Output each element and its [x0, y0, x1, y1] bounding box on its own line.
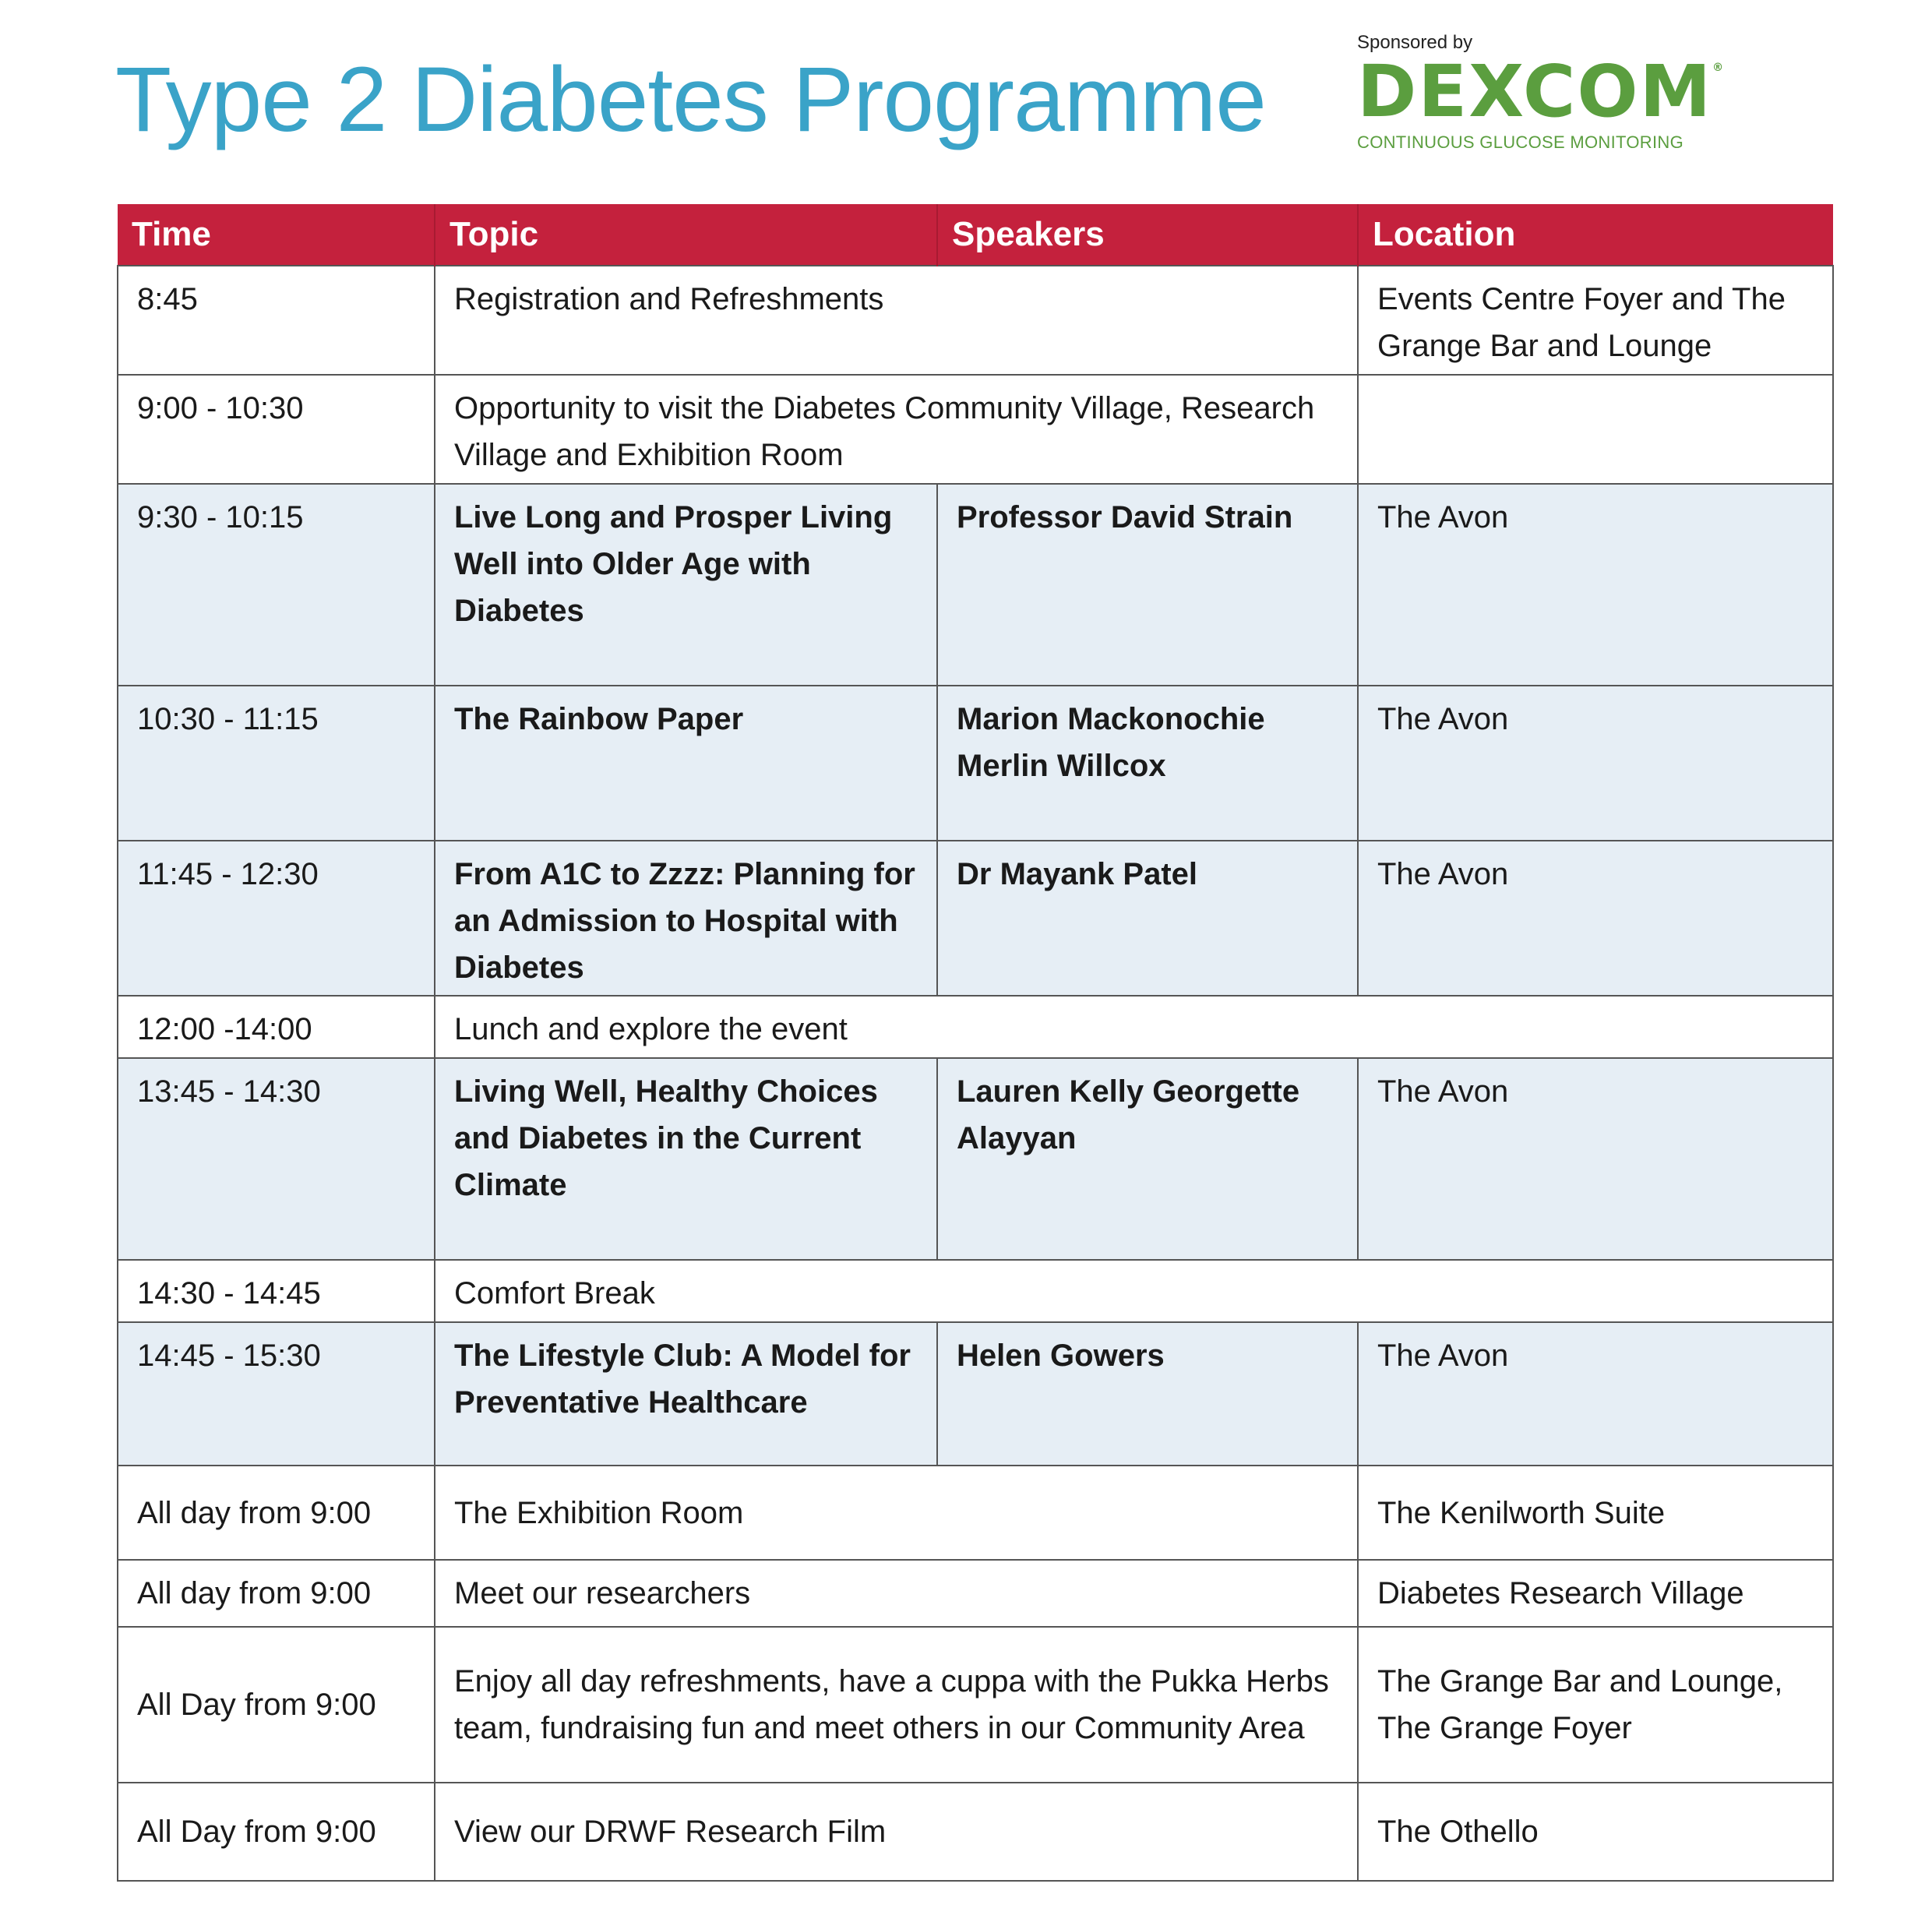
- location-cell: The Avon: [1358, 1058, 1833, 1260]
- topic-cell: Enjoy all day refreshments, have a cuppa with the Pukka Herbs team, fundraising fun and meet others in our Community Area: [435, 1627, 1358, 1783]
- speakers-cell: Marion Mackonochie Merlin Willcox: [937, 686, 1358, 841]
- time-cell: 9:00 - 10:30: [118, 375, 435, 484]
- topic-cell: Live Long and Prosper Living Well into Older Age with Diabetes: [435, 484, 937, 686]
- dexcom-logo: [1357, 50, 1726, 133]
- topic-cell: Lunch and explore the event: [435, 996, 1833, 1058]
- sponsor-tagline: CONTINUOUS GLUCOSE MONITORING: [1357, 132, 1683, 152]
- column-header-time: Time: [118, 204, 435, 266]
- topic-cell: The Exhibition Room: [435, 1466, 1358, 1560]
- table-row: [118, 1322, 1833, 1466]
- registered-mark-icon: ®: [1712, 62, 1726, 74]
- topic-cell: Opportunity to visit the Diabetes Community Village, Research Village and Exhibition Room: [435, 375, 1358, 484]
- time-cell: 14:45 - 15:30: [118, 1322, 435, 1466]
- speakers-cell: Professor David Strain: [937, 484, 1358, 686]
- column-header-topic: Topic: [435, 204, 937, 266]
- time-cell: 10:30 - 11:15: [118, 686, 435, 841]
- topic-cell: Comfort Break: [435, 1260, 1833, 1322]
- location-cell: [1358, 375, 1833, 484]
- table-row: [118, 996, 1833, 1058]
- location-cell: The Avon: [1358, 484, 1833, 686]
- topic-cell: From A1C to Zzzz: Planning for an Admission to Hospital with Diabetes: [435, 841, 937, 996]
- table-row: [118, 1260, 1833, 1322]
- sponsor-block: [1357, 31, 1726, 153]
- location-cell: Events Centre Foyer and The Grange Bar and Lounge: [1358, 266, 1833, 375]
- speakers-cell: Dr Mayank Patel: [937, 841, 1358, 996]
- time-cell: 11:45 - 12:30: [118, 841, 435, 996]
- table-header-row: [118, 204, 1833, 266]
- speakers-cell: Helen Gowers: [937, 1322, 1358, 1466]
- location-cell: Diabetes Research Village: [1358, 1560, 1833, 1627]
- time-cell: All day from 9:00: [118, 1560, 435, 1627]
- programme-table: [117, 204, 1834, 1882]
- page-title: Type 2 Diabetes Programme: [115, 48, 1266, 151]
- table-row: [118, 1627, 1833, 1783]
- speakers-cell: Lauren Kelly Georgette Alayyan: [937, 1058, 1358, 1260]
- time-cell: All Day from 9:00: [118, 1783, 435, 1881]
- time-cell: 12:00 -14:00: [118, 996, 435, 1058]
- time-cell: 14:30 - 14:45: [118, 1260, 435, 1322]
- sponsor-logo-text: DEXCOM: [1357, 50, 1713, 133]
- topic-cell: Living Well, Healthy Choices and Diabetes in the Current Climate: [435, 1058, 937, 1260]
- column-header-location: Location: [1358, 204, 1833, 266]
- time-cell: 9:30 - 10:15: [118, 484, 435, 686]
- table-row: [118, 1058, 1833, 1260]
- topic-cell: The Lifestyle Club: A Model for Preventative Healthcare: [435, 1322, 937, 1466]
- time-cell: All day from 9:00: [118, 1466, 435, 1560]
- table-row: [118, 375, 1833, 484]
- location-cell: The Grange Bar and Lounge, The Grange Foyer: [1358, 1627, 1833, 1783]
- table-row: [118, 1466, 1833, 1560]
- location-cell: The Othello: [1358, 1783, 1833, 1881]
- table-row: [118, 484, 1833, 686]
- table-row: [118, 1560, 1833, 1627]
- sponsor-label: Sponsored by: [1357, 32, 1473, 53]
- column-header-speakers: Speakers: [937, 204, 1358, 266]
- location-cell: The Kenilworth Suite: [1358, 1466, 1833, 1560]
- table-row: [118, 1783, 1833, 1881]
- location-cell: The Avon: [1358, 686, 1833, 841]
- topic-cell: View our DRWF Research Film: [435, 1783, 1358, 1881]
- topic-cell: Meet our researchers: [435, 1560, 1358, 1627]
- time-cell: All Day from 9:00: [118, 1627, 435, 1783]
- location-cell: The Avon: [1358, 841, 1833, 996]
- time-cell: 8:45: [118, 266, 435, 375]
- topic-cell: Registration and Refreshments: [435, 266, 1358, 375]
- location-cell: The Avon: [1358, 1322, 1833, 1466]
- topic-cell: The Rainbow Paper: [435, 686, 937, 841]
- table-row: [118, 841, 1833, 996]
- table-row: [118, 266, 1833, 375]
- time-cell: 13:45 - 14:30: [118, 1058, 435, 1260]
- table-row: [118, 686, 1833, 841]
